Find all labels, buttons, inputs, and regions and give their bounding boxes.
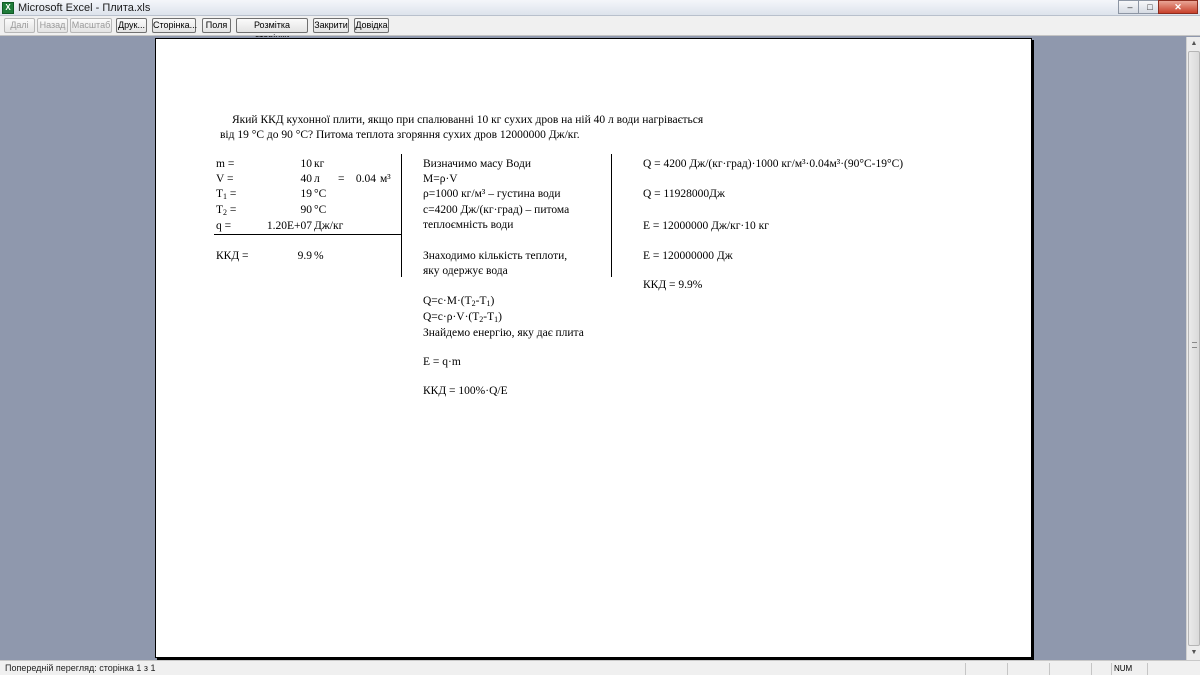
efficiency-label: ККД = — [216, 250, 249, 262]
solution-step-1: Визначимо масу Води — [423, 158, 531, 170]
status-bar — [0, 660, 1200, 675]
solution-step-6: Знаходимо кількість теплоти, — [423, 250, 568, 262]
calc-energy-expression: E = 12000000 Дж/кг·10 кг — [643, 220, 769, 232]
status-cell-6 — [1147, 663, 1187, 675]
solution-step-8: Знайдемо енергію, яку дає плита — [423, 327, 584, 339]
window-title: Microsoft Excel - Плита.xls — [18, 2, 151, 14]
given-q-value: 1.20E+07 — [266, 220, 312, 232]
solution-step-7: яку одержує вода — [423, 265, 508, 277]
formula-heat-density: $Q=c\cdot\rho\cdot V\cdot(T_2-T_1)$ — [423, 311, 502, 324]
status-cell-3 — [1049, 663, 1091, 675]
formula-heat-mass: $Q=c\cdot M\cdot(T_2-T_1)$ — [423, 295, 495, 308]
solution-step-2: M=ρ·V — [423, 173, 458, 185]
efficiency-value: 9.9 — [297, 250, 312, 262]
calc-heat-result: Q = 11928000Дж — [643, 188, 725, 200]
previous-page-button[interactable]: Назад — [37, 18, 68, 33]
num-lock-indicator: NUM — [1111, 663, 1147, 675]
given-v-label: V = — [216, 173, 234, 185]
given-q-label: q = — [216, 220, 232, 232]
given-m-value: 10 — [300, 158, 312, 170]
next-page-button[interactable]: Далі — [4, 18, 35, 33]
problem-line-1: Який ККД кухонної плити, якщо при спалюванні 10 кг сухих дров на ній 40 л води нагрівається — [232, 114, 704, 126]
given-m-unit: кг — [314, 158, 325, 170]
page-setup-button[interactable]: Сторінка... — [152, 18, 196, 33]
given-v-value: 40 — [300, 173, 312, 185]
divider-line-right — [611, 154, 612, 277]
maximize-button[interactable]: □ — [1138, 0, 1162, 14]
status-cell-4 — [1091, 663, 1111, 675]
formula-energy: E = q·m — [423, 356, 461, 368]
given-q-unit: Дж/кг — [314, 220, 344, 232]
efficiency-unit: % — [314, 250, 324, 262]
given-t2-value: 90 — [300, 204, 312, 216]
given-t2-unit: °С — [314, 204, 327, 216]
scroll-up-arrow-icon[interactable]: ▲ — [1190, 40, 1198, 47]
given-t2-label: $T_2$ = — [216, 204, 237, 217]
print-button[interactable]: Друк... — [116, 18, 147, 33]
solution-step-5: теплоємність води — [423, 219, 514, 231]
preview-page — [155, 38, 1032, 658]
page-break-preview-button[interactable]: Розмітка — [236, 18, 308, 33]
minimize-button[interactable]: ‒ — [1118, 0, 1142, 14]
calc-efficiency-result: ККД = 9.9% — [643, 279, 703, 291]
status-cell-2 — [1007, 663, 1049, 675]
margins-button[interactable]: Поля — [202, 18, 231, 33]
solution-step-4: с=4200 Дж/(кг·град) – питома — [423, 204, 570, 216]
excel-icon: X — [2, 2, 14, 14]
vertical-scrollbar[interactable] — [1186, 37, 1200, 660]
given-t1-unit: °С — [314, 188, 327, 200]
formula-efficiency: ККД = 100%·Q/E — [423, 385, 508, 397]
given-v-converted: 0.04 — [355, 173, 376, 185]
zoom-button[interactable]: Масштаб — [70, 18, 112, 33]
close-window-button[interactable]: ✕ — [1158, 0, 1198, 14]
scrollbar-thumb[interactable] — [1188, 51, 1200, 646]
given-separator-line — [214, 234, 401, 235]
title-bar — [0, 0, 1200, 16]
given-v-converted-unit: м³ — [380, 173, 391, 185]
problem-line-2: від 19 °С до 90 °С? Питома теплота згоряння сухих дров 12000000 Дж/кг. — [220, 129, 580, 141]
preview-area — [0, 37, 1186, 660]
scrollbar-grip-icon — [1192, 342, 1197, 348]
divider-line-left — [401, 154, 402, 277]
given-m-label: m = — [216, 158, 235, 170]
calc-heat-expression: Q = 4200 Дж/(кг·град)·1000 кг/м³·0.04м³·(90°С-19°С) — [643, 158, 904, 170]
given-t1-value: 19 — [300, 188, 312, 200]
status-cell-1 — [965, 663, 1007, 675]
given-v-unit: л — [314, 173, 320, 185]
solution-step-3: ρ=1000 кг/м³ – густина води — [423, 188, 561, 200]
close-preview-button[interactable]: Закрити — [313, 18, 349, 33]
status-text: Попередній перегляд: сторінка 1 з 1 — [5, 663, 156, 673]
calc-energy-result: E = 120000000 Дж — [643, 250, 733, 262]
given-t1-label: $T_1$ = — [216, 188, 237, 201]
given-v-equals: = — [338, 173, 345, 185]
help-button[interactable]: Довідка — [354, 18, 389, 33]
scroll-down-arrow-icon[interactable]: ▼ — [1190, 649, 1198, 656]
print-preview-toolbar — [0, 16, 1200, 36]
